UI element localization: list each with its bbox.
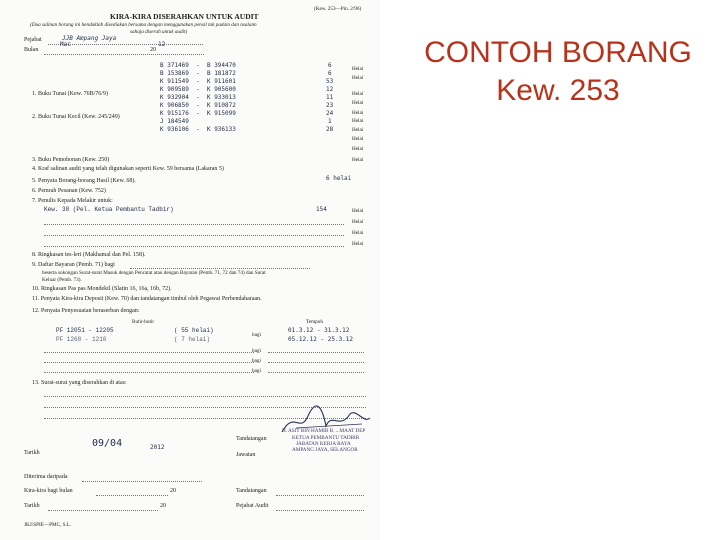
stamp-line-4: AMPANG JAYA, SELANGOR bbox=[292, 447, 358, 453]
bill-count: 53 bbox=[326, 78, 334, 85]
item-5-label: 5. Penyata Borang-borang Hasil (Kew. 68). bbox=[32, 178, 136, 184]
year-written: 2012 bbox=[150, 444, 165, 451]
item-12-col-tempoh: Tempoh bbox=[306, 319, 323, 325]
item-5-value: 6 helai bbox=[326, 175, 352, 182]
pejabat-label: Pejabat bbox=[24, 37, 42, 43]
form-note-1: (Dua salinan borang ini hendaklah disediakan bersama dengan menggunakan pensil tak padam dan nsalann bbox=[30, 22, 257, 28]
helai-label: Helai bbox=[352, 91, 364, 97]
bill-row: B 371469 - B 394470 bbox=[160, 62, 236, 69]
bill-row: B 153869 - B 181872 bbox=[160, 70, 236, 77]
helai-label: Helai bbox=[352, 219, 364, 225]
bill-row: K 906850 - K 910872 bbox=[160, 102, 236, 109]
helai-label: Helai bbox=[352, 110, 364, 116]
item-7-label: 7. Penulis Kepada Melakir untuk: bbox=[32, 198, 113, 204]
item-9-continued-2: Keluar (Pemb. 73). bbox=[42, 277, 82, 283]
jawatan-label: Jawatan bbox=[236, 452, 256, 458]
bill-count: 12 bbox=[326, 86, 334, 93]
bill-count: 1 bbox=[328, 118, 332, 125]
tandatangan-2-label: Tandatangan bbox=[236, 488, 267, 494]
bill-row: K 915176 - K 915099 bbox=[160, 110, 236, 117]
bill-row: K 932904 - K 933013 bbox=[160, 94, 236, 101]
helai-label: Helai bbox=[352, 136, 364, 142]
item-7-count: 154 bbox=[316, 206, 327, 213]
form-heading: KIRA-KIRA DISERAHKAN UNTUK AUDIT bbox=[110, 12, 259, 21]
item-2-label: 2. Buku Tunai Kecil (Kew. 245/249) bbox=[32, 114, 120, 120]
item-4-label: 4. Kraf salinan audit yang telah digunakan seperti Kew. 59 bersama (Lakaran 5) bbox=[32, 166, 224, 172]
bulan-value-2: 12 bbox=[158, 41, 166, 48]
bill-count: 24 bbox=[326, 110, 334, 117]
tarikh-label: Tarikh bbox=[24, 450, 40, 456]
diterima-label: Diterima daripada bbox=[24, 474, 68, 480]
bill-row: K 936106 - K 936133 bbox=[160, 126, 236, 133]
bill-count: 6 bbox=[328, 70, 332, 77]
slide-title-line1: CONTOH BORANG bbox=[424, 36, 692, 69]
year-label: 20 bbox=[170, 488, 176, 494]
item-10-label: 10. Ringkasan Pas pas Mondekil (Slatin 16, 16a, 16b, 72). bbox=[32, 286, 172, 292]
stamp-line-1: H. ASIT BIN HAMIB B. ...MAAT DEP bbox=[282, 428, 366, 434]
year-label-2: 20 bbox=[160, 503, 166, 509]
item-12-row-2-count: ( 7 helai) bbox=[174, 336, 211, 343]
form-note-2: sahaja diserah untuk audit) bbox=[130, 29, 188, 35]
helai-label: Helai bbox=[352, 127, 364, 133]
stamp-line-2: KETUA PEMBANTU TADBIR bbox=[292, 435, 360, 441]
item-13-label: 13. Surat-surat yang diserahkan di atas: bbox=[32, 380, 127, 386]
bagi-label: bagi bbox=[252, 358, 261, 364]
bill-count: 11 bbox=[326, 94, 334, 101]
form-reference: (Kew. 253—Pin. 2/96) bbox=[314, 6, 362, 12]
pejabat-audit-label: Pejabat Audit bbox=[236, 503, 269, 509]
helai-label: Helai bbox=[352, 66, 364, 72]
item-8-label: 8. Ringkasan tes-leri (Makhamal dan Pel. 158). bbox=[32, 252, 146, 258]
helai-label: Helai bbox=[352, 75, 364, 81]
helai-label: Helai bbox=[352, 241, 364, 247]
item-12-col-butir: Butir-butir bbox=[132, 319, 155, 325]
item-3-label: 3. Buku Pemohonan (Kew. 250) bbox=[32, 157, 110, 163]
stamp-line-3: JABATAN KERJA RAYA bbox=[296, 441, 351, 447]
helai-label: Helai bbox=[352, 118, 364, 124]
item-1-label: 1. Buku Tunai (Kew. 76B/76/9) bbox=[32, 91, 108, 97]
helai-label: Helai bbox=[352, 157, 364, 163]
form-footer: JKJ/SPIE—PMC, S.L. bbox=[24, 522, 72, 528]
tandatangan-label: Tandatangan bbox=[236, 436, 267, 442]
bill-count: 6 bbox=[328, 62, 332, 69]
item-9-label: 9. Daftar Bayaran (Pemb. 71) bagi bbox=[32, 262, 115, 268]
item-12-row-2-period: 05.12.12 - 25.3.12 bbox=[288, 336, 354, 343]
bagi-label: bagi bbox=[252, 368, 261, 374]
bulan-year: 20 bbox=[150, 47, 156, 53]
slide-title-line2: Kew. 253 bbox=[496, 74, 620, 107]
bill-count: 28 bbox=[326, 126, 334, 133]
item-6-label: 6. Pemrah Pesanan (Kew. 752) bbox=[32, 188, 106, 194]
bill-count: 23 bbox=[326, 102, 334, 109]
item-12-label: 12. Penyata Penyesuaian beraserban dengan: bbox=[32, 308, 140, 314]
date-written: 09/04 bbox=[92, 438, 123, 449]
bill-row: J 184549 bbox=[160, 118, 189, 125]
bagi-label: bagi bbox=[252, 332, 261, 338]
tarikh-2-label: Tarikh bbox=[24, 503, 40, 509]
item-7-value: Kew. 38 (Pel. Ketua Pembantu Tadbir) bbox=[44, 206, 174, 213]
bagi-label: bagi bbox=[252, 348, 261, 354]
helai-label: Helai bbox=[352, 100, 364, 106]
bill-row: K 911549 - K 911601 bbox=[160, 78, 236, 85]
item-12-row-1-count: ( 55 helai) bbox=[174, 327, 214, 334]
item-11-label: 11. Penyata Kira-kira Deposit (Kew. 70) dan tandatangan timbul oleh Pegawai Perbendaharaan. bbox=[32, 296, 262, 302]
bill-row: K 909589 - K 905600 bbox=[160, 86, 236, 93]
item-9-continued: beserta sokongan Surat-surat Masuk dengan Pencatat atau dengan Bayaran (Pemb. 71, 72 dan 74) dan Surat bbox=[42, 270, 266, 276]
item-12-row-1-range: PF 12051 - 12205 bbox=[56, 327, 114, 334]
helai-label: Helai bbox=[352, 146, 364, 152]
bulan-label: Bulan bbox=[24, 47, 39, 53]
kira-kira-bagi-label: Kira-kira bagi bulan bbox=[24, 488, 73, 494]
pejabat-value: JJB Ampang Jaya bbox=[62, 35, 117, 42]
item-12-row-2-range: PF 1268 - 1210 bbox=[56, 336, 107, 343]
bulan-value-1: Mac bbox=[60, 41, 71, 48]
helai-label: Helai bbox=[352, 208, 364, 214]
item-12-row-1-period: 01.3.12 - 31.3.12 bbox=[288, 327, 350, 334]
helai-label: Helai bbox=[352, 230, 364, 236]
